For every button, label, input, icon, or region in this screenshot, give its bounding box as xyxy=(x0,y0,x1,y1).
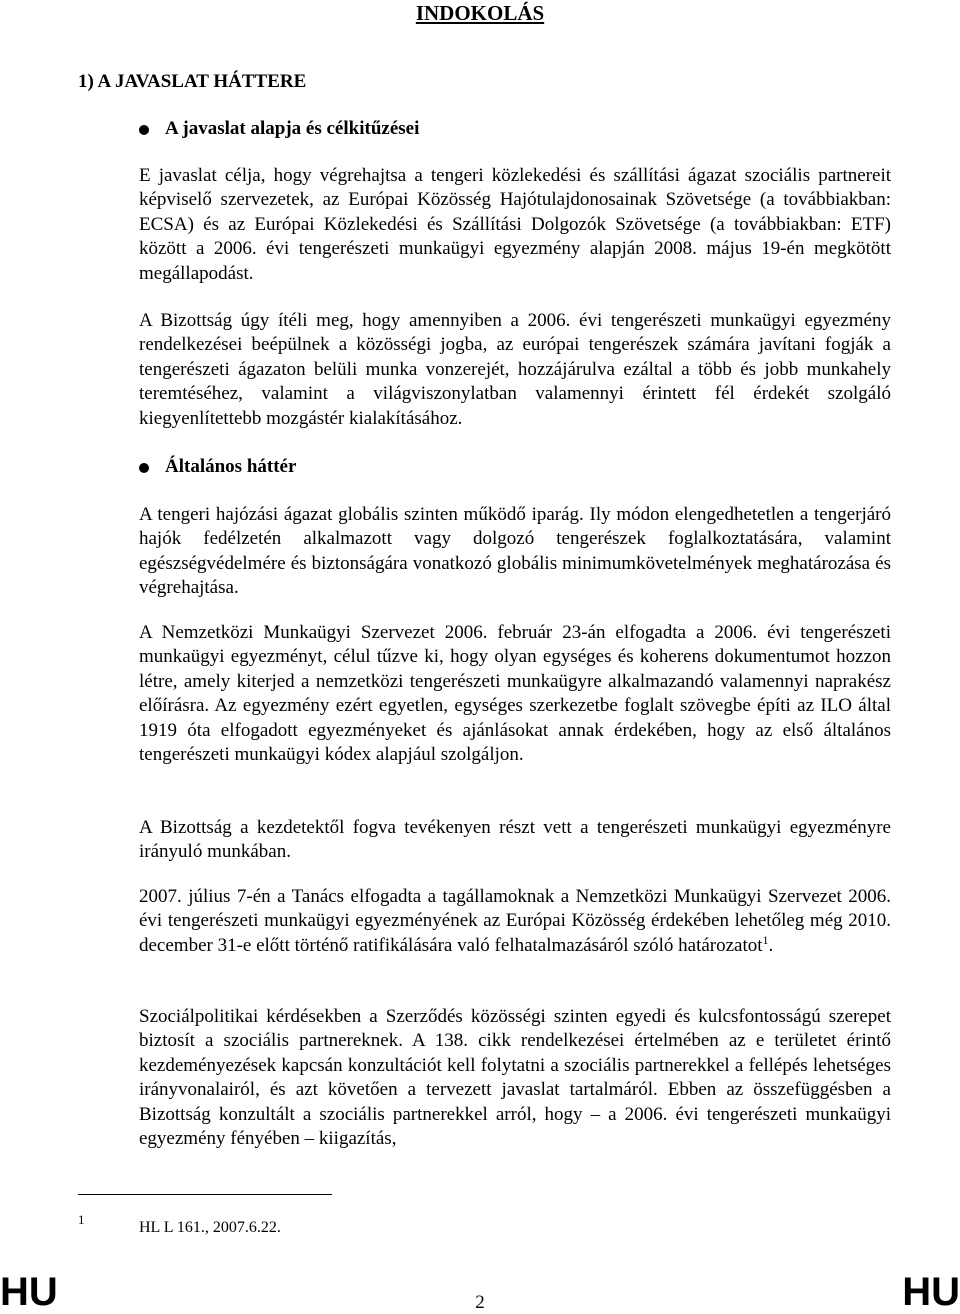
paragraph-6 xyxy=(139,885,891,958)
subsection-heading-1: A javaslat alapja és célkitűzései xyxy=(165,118,420,139)
language-tag-left: HU xyxy=(0,1270,58,1314)
paragraph-5: A Bizottság a kezdetektől fogva tevékenyen részt vett a tengerészeti munkaügyi egyezményre irányuló munkában. xyxy=(139,817,891,863)
section-number: 1) A xyxy=(78,71,115,92)
page-title: INDOKOLÁS xyxy=(415,1,545,25)
language-tag-right: HU xyxy=(902,1270,960,1314)
paragraph-4: A Nemzetközi Munkaügyi Szervezet 2006. február 23-án elfogadta a 2006. évi tengerészeti munkaügyi egyezményt, célul tűzve ki, hogy olyan egységes és koherens dokumentumot hozzon létre, amely kiterjed a nemzetközi tengerészeti munkaügyre alkalmazandó valamennyi naprakész előírásra. Az egyezmény ezért egyetlen, egységes szerkezetbe foglalt szövegbe építi az ILO által 1919 óta elfogadott egyezményeket és ajánlásokat annak érdekében, hogy az első általános tengerészeti munkaügyi kódex alapjául szolgáljon. xyxy=(139,622,891,766)
subsection-heading-2: Általános háttér xyxy=(165,456,297,477)
footnote-divider xyxy=(78,1194,332,1195)
paragraph-7: Szociálpolitikai kérdésekben a Szerződés közösségi szinten egyedi és kulcsfontosságú szerepet biztosít a szociális partnereknek. A 138. cikk rendelkezései értelmében az e területet érintő kezdeményezések kapcsán konzultációt kell folytatni a szociális partnerekkel a fellépés lehetséges irányvonalairól, és azt követően a tervezett javaslat tartalmáról. Ebben az összefüggésben a Bizottság konzultált a szociális partnerekkel arról, hogy – a 2006. évi tengerészeti munkaügyi egyezmény fényében – kiigazítás, xyxy=(139,1006,891,1150)
section-title: JAVASLAT HÁTTERE xyxy=(114,71,307,92)
footnote-text: HL L 161., 2007.6.22. xyxy=(139,1219,281,1236)
bullet-icon xyxy=(139,463,149,473)
paragraph-1: E javaslat célja, hogy végrehajtsa a tengeri közlekedési és szállítási ágazat szociális partnereit képviselő szervezetek, az Európai Közösség Hajótulajdonosainak Szövetsége (a továbbiakban: ECSA) és az Európai Közlekedési és Szállítási Dolgozók Szövetsége (a továbbiakban: ETF) között a 2006. évi tengerészeti munkaügyi egyezmény alapján 2008. május 19-én megkötött megállapodást. xyxy=(139,165,891,284)
footnote-number: 1 xyxy=(78,1212,85,1227)
footnote-ref[interactable]: 1 xyxy=(762,932,769,947)
paragraph-3: A tengeri hajózási ágazat globális szinten működő iparág. Ily módon elengedhetetlen a tengerjáró hajók fedélzetén alkalmazott vagy dolgozó tengerészek foglalkoztatására, valamint egészségvédelmére és biztonságára vonatkozó globális minimumkövetelmények meghatározása és végrehajtása. xyxy=(139,504,891,599)
paragraph-6-text: 2007. július 7-én a Tanács elfogadta a tagállamoknak a Nemzetközi Munkaügyi Szervezet 2006. évi tengerészeti munkaügyi egyezményének az Európai Közösség érdekében lehetőleg még 2010. december 31-e előtt történő ratifikálására való felhatalmazásáról szóló határozatot xyxy=(139,886,891,956)
section-heading xyxy=(78,70,306,94)
paragraph-6-end: . xyxy=(768,934,774,956)
paragraph-2: A Bizottság úgy ítéli meg, hogy amennyiben a 2006. évi tengerészeti munkaügyi egyezmény rendelkezései beépülnek a közösségi jogba, az európai tengerészek számára javítani fogják a tengerészeti ágazaton belüli munka vonzerejét, hozzájárulva ezáltal a több és jobb munkahely teremtéséhez, valamint a világviszonylatban valamennyi érintett fél érdekét szolgáló kiegyenlítettebb mozgástér kialakításához. xyxy=(139,310,891,429)
bullet-icon xyxy=(139,125,149,135)
page-number: 2 xyxy=(475,1292,485,1313)
